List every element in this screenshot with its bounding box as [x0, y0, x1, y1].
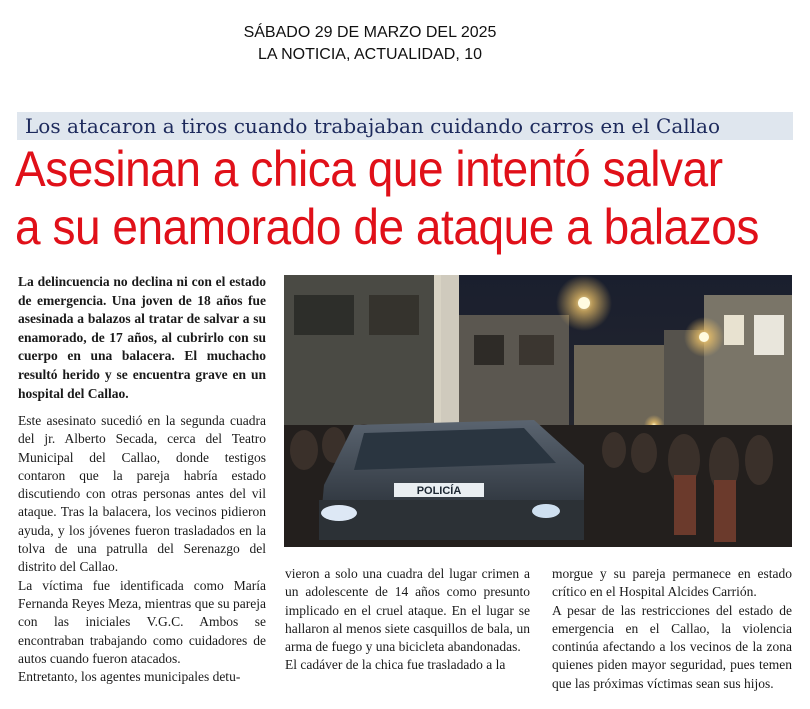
lead-paragraph: La delincuencia no declina ni con el estado de emergencia. Una joven de 18 años fue asesinada a balazos al tratar de salvar a su enamorado, de 17 años, al cubrirlo con su cuerpo en una balacera. El muchacho resultó herido y se encuentra grave en un hospital del Callao.	[18, 274, 266, 401]
crime-scene-photo	[284, 275, 792, 547]
page-header	[0, 22, 740, 66]
body-paragraph: Este asesinato sucedió en la segunda cuadra del jr. Alberto Secada, cerca del Teatro Municipal del Callao, donde testigos contaron que la pareja habría estado discutiendo con otras personas antes del vil ataque. Tras la balacera, los vecinos pidieron ayuda, y los jóvenes fueron trasladados en la tolva de una patrulla del Serenazgo del distrito del Callao.	[18, 413, 266, 575]
kicker: Los atacaron a tiros cuando trabajaban cuidando carros en el Callao	[17, 112, 793, 140]
body-paragraph: A pesar de las restricciones del estado de emergencia en el Callao, la violencia continúa afectando a los vecinos de la zona quienes piden mayor seguridad, pues temen que las próximas víctimas sean sus hijos.	[552, 602, 792, 691]
headline-line-2: a su enamorado de ataque a balazos	[15, 199, 759, 255]
body-paragraph: vieron a solo una cuadra del lugar crimen a un adolescente de 14 años como presunto implicado en el cruel ataque. En el lugar se hallaron al menos siete casquillos de bala, un arma de fuego y una bicicleta abandonadas.	[285, 566, 530, 655]
date-line: SÁBADO 29 DE MARZO DEL 2025	[243, 24, 497, 41]
headline-line-1: Asesinan a chica que intentó salvar	[15, 141, 723, 197]
body-paragraph: Entretanto, los agentes municipales detu-	[18, 669, 241, 685]
body-paragraph: La víctima fue identificada como María Fernanda Reyes Meza, mientras que su pareja con las iniciales V.G.C. Ambos se encontraban trabajando como cuidadores de autos cuando fueron atacados.	[18, 577, 266, 666]
news-photo	[284, 275, 792, 547]
body-column-2	[285, 565, 530, 675]
headline	[15, 140, 759, 256]
body-column-1	[18, 412, 266, 686]
body-paragraph: El cadáver de la chica fue trasladado a la	[285, 657, 506, 673]
vehicle-label: POLICÍA	[416, 485, 462, 497]
section-line: LA NOTICIA, ACTUALIDAD, 10	[257, 46, 483, 63]
body-column-3	[552, 565, 792, 693]
body-paragraph: morgue y su pareja permanece en estado crítico en el Hospital Alcides Carrión.	[552, 566, 792, 600]
